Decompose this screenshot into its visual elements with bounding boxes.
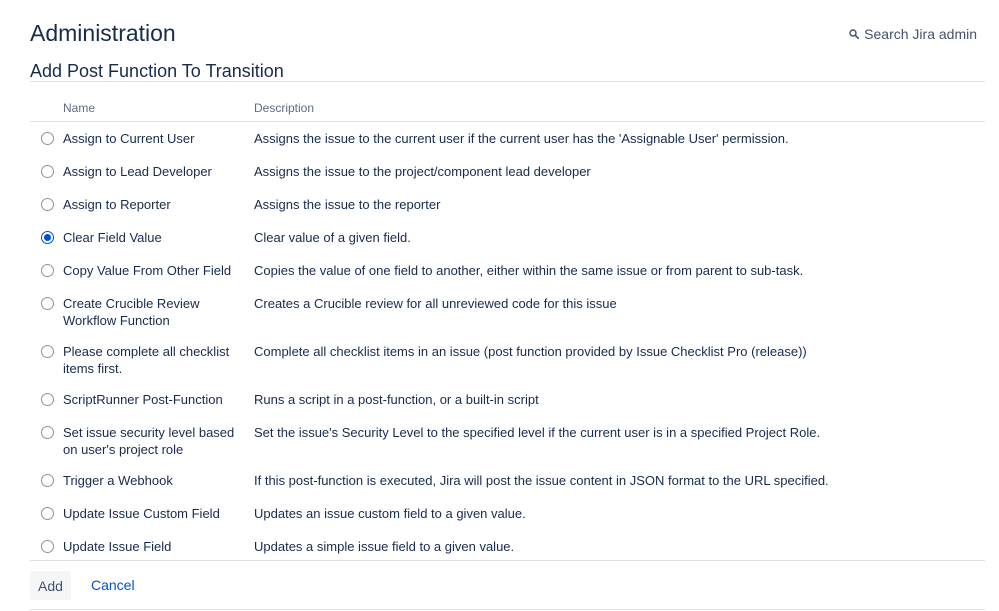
radio-cell — [30, 155, 63, 188]
radio-cell — [30, 335, 63, 383]
function-description: Assigns the issue to the reporter — [254, 196, 441, 212]
table-row[interactable] — [30, 383, 985, 416]
table-row[interactable] — [30, 416, 985, 464]
table-row[interactable] — [30, 155, 985, 188]
function-radio[interactable] — [41, 132, 54, 145]
function-name: Assign to Lead Developer — [63, 163, 212, 179]
function-radio[interactable] — [41, 297, 54, 310]
table-row[interactable] — [30, 254, 985, 287]
radio-cell — [30, 254, 63, 287]
column-header-select — [30, 96, 63, 121]
function-radio[interactable] — [41, 198, 54, 211]
function-description: Clear value of a given field. — [254, 229, 411, 245]
function-name: Please complete all checklist items first. — [63, 343, 230, 376]
table-row[interactable] — [30, 335, 985, 383]
function-description: Updates a simple issue field to a given value. — [254, 538, 515, 554]
table-body — [30, 121, 985, 563]
radio-cell — [30, 530, 63, 563]
radio-cell — [30, 497, 63, 530]
table-row[interactable] — [30, 121, 985, 155]
search-admin-link[interactable] — [849, 26, 977, 42]
search-admin-label: Search Jira admin — [864, 26, 977, 42]
function-name: ScriptRunner Post-Function — [63, 391, 223, 407]
function-description: Updates an issue custom field to a given value. — [254, 505, 526, 521]
post-function-table — [30, 96, 985, 563]
table-row[interactable] — [30, 497, 985, 530]
function-description: Set the issue's Security Level to the specified level if the current user is in a specified Project Role. — [254, 424, 821, 440]
function-radio[interactable] — [41, 540, 54, 553]
function-name: Trigger a Webhook — [63, 472, 173, 488]
function-name: Assign to Reporter — [63, 196, 171, 212]
function-description: Complete all checklist items in an issue (post function provided by Issue Checklist Pro (release)) — [254, 343, 807, 359]
function-description: Creates a Crucible review for all unreviewed code for this issue — [254, 295, 617, 311]
function-name: Clear Field Value — [63, 229, 162, 245]
function-description: Assigns the issue to the project/component lead developer — [254, 163, 591, 179]
function-radio[interactable] — [41, 231, 54, 244]
radio-cell — [30, 416, 63, 464]
function-name: Update Issue Custom Field — [63, 505, 220, 521]
section-title: Add Post Function To Transition — [30, 61, 284, 81]
title-divider — [30, 81, 985, 82]
page-header — [30, 19, 977, 49]
table-row[interactable] — [30, 287, 985, 335]
radio-cell — [30, 464, 63, 497]
table-row[interactable] — [30, 464, 985, 497]
function-radio[interactable] — [41, 426, 54, 439]
page-title: Administration — [30, 20, 176, 46]
actions-divider — [30, 560, 985, 561]
radio-cell — [30, 188, 63, 221]
add-button[interactable]: Add — [30, 571, 71, 600]
function-description: Runs a script in a post-function, or a built-in script — [254, 391, 539, 407]
function-radio[interactable] — [41, 264, 54, 277]
footer-divider — [30, 609, 985, 610]
radio-cell — [30, 287, 63, 335]
cancel-link[interactable]: Cancel — [91, 577, 135, 593]
radio-cell — [30, 383, 63, 416]
column-header-name: Name — [63, 96, 254, 121]
function-description: If this post-function is executed, Jira will post the issue content in JSON format to the URL specified. — [254, 472, 829, 488]
function-radio[interactable] — [41, 345, 54, 358]
function-name: Assign to Current User — [63, 130, 195, 146]
function-description: Copies the value of one field to another, either within the same issue or from parent to sub-task. — [254, 262, 804, 278]
table-row[interactable] — [30, 221, 985, 254]
radio-cell — [30, 121, 63, 155]
search-icon — [849, 29, 859, 39]
function-name: Create Crucible Review Workflow Function — [63, 295, 200, 328]
function-radio[interactable] — [41, 165, 54, 178]
function-radio[interactable] — [41, 507, 54, 520]
function-radio[interactable] — [41, 393, 54, 406]
table-header-row — [30, 96, 985, 121]
function-name: Copy Value From Other Field — [63, 262, 232, 278]
function-name: Update Issue Field — [63, 538, 172, 554]
function-radio[interactable] — [41, 474, 54, 487]
table-row[interactable] — [30, 188, 985, 221]
radio-cell — [30, 221, 63, 254]
function-description: Assigns the issue to the current user if the current user has the 'Assignable User' permission. — [254, 130, 789, 146]
column-header-description: Description — [254, 96, 985, 121]
function-name: Set issue security level based on user's project role — [63, 424, 235, 457]
table-row[interactable] — [30, 530, 985, 563]
